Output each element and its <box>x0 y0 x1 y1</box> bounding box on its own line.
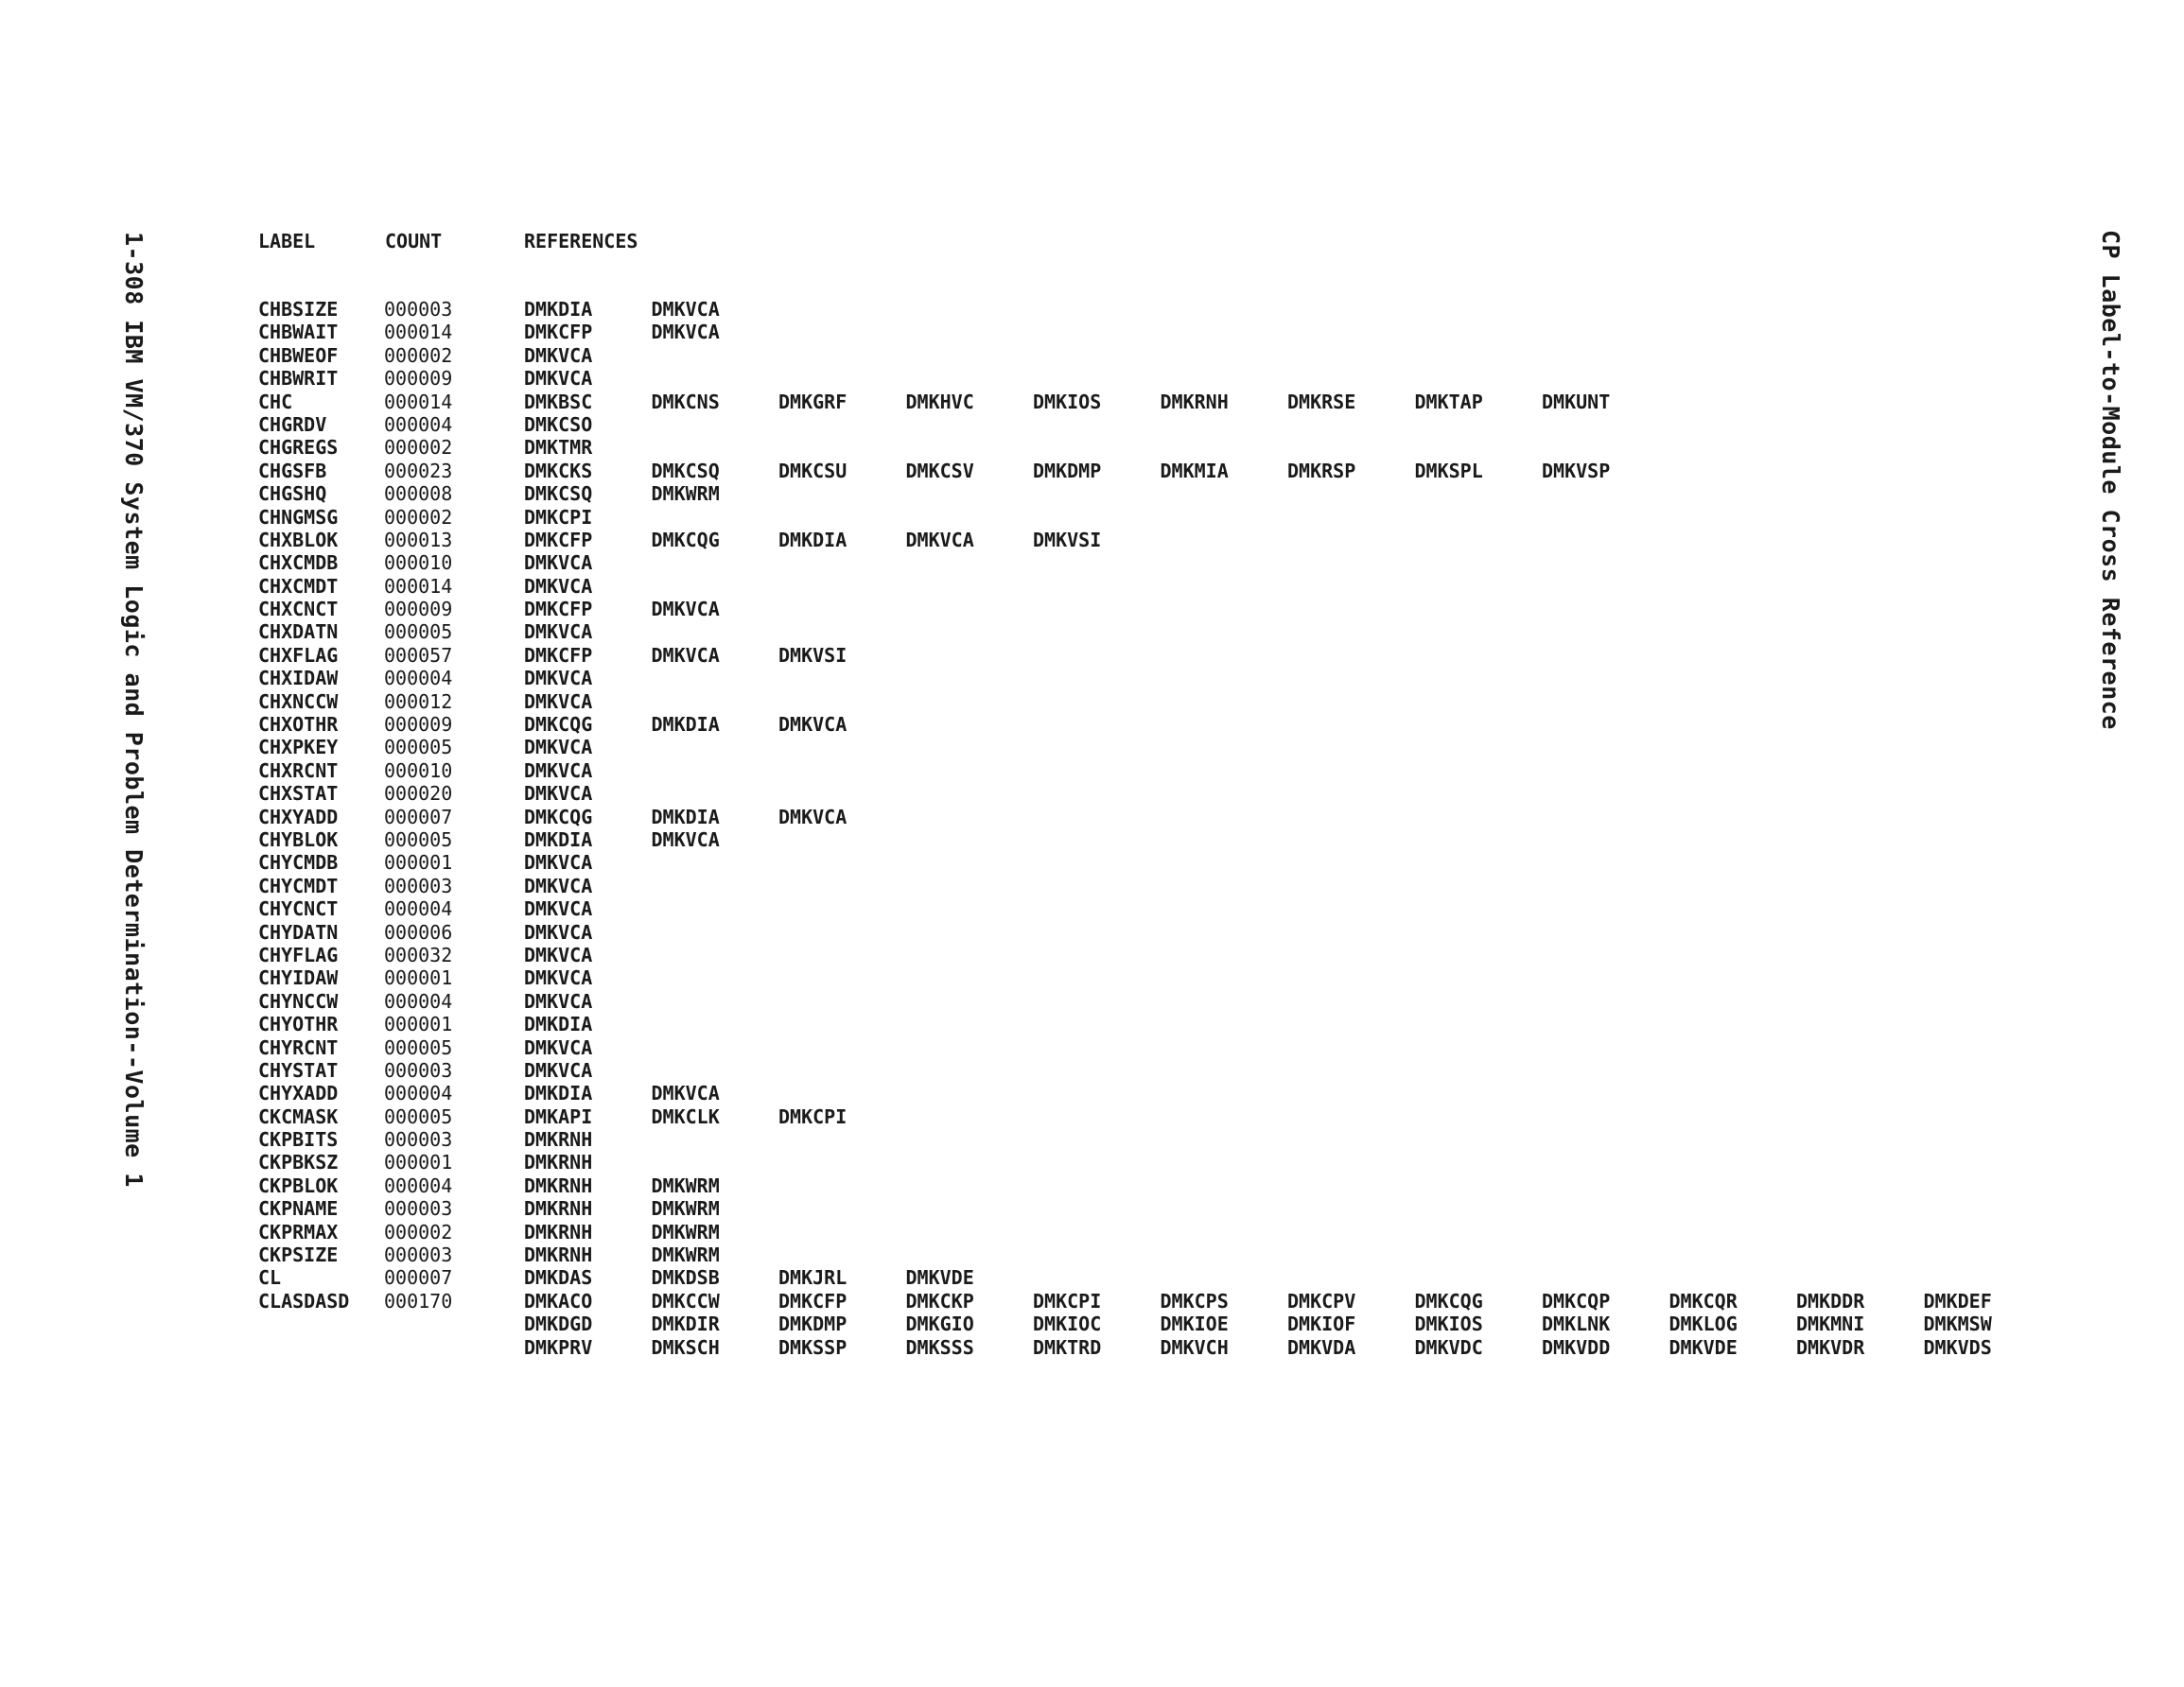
module-reference: DMKVCA <box>524 689 593 713</box>
module-reference: DMKGIO <box>905 1313 974 1336</box>
row-count: 000009 <box>384 367 453 391</box>
module-reference: DMKWRM <box>651 482 720 506</box>
row-count: 000008 <box>384 482 453 506</box>
module-reference: DMKRNH <box>1160 390 1229 413</box>
module-reference: DMKWRM <box>651 1197 720 1221</box>
row-label: CHXDATN <box>258 620 339 644</box>
row-label: CHXOTHR <box>258 713 339 737</box>
module-reference: DMKMNI <box>1796 1313 1865 1336</box>
row-label: CHNGMSG <box>258 505 339 529</box>
row-count: 000009 <box>384 598 453 621</box>
module-reference: DMKWRM <box>651 1220 720 1244</box>
module-reference: DMKDMP <box>778 1313 847 1336</box>
module-reference: DMKCQG <box>651 528 720 551</box>
module-reference: DMKVCA <box>524 574 593 598</box>
row-label: CHBWRIT <box>258 367 339 391</box>
module-reference: DMKTAP <box>1414 390 1483 413</box>
module-reference: DMKCLK <box>651 1104 720 1128</box>
module-reference: DMKDSB <box>651 1266 720 1290</box>
module-reference: DMKVCA <box>524 758 593 782</box>
row-count: 000002 <box>384 1220 453 1244</box>
module-reference: DMKVCA <box>524 551 593 575</box>
module-reference: DMKAPI <box>524 1104 593 1128</box>
row-label: CKPSIZE <box>258 1244 339 1267</box>
module-reference: DMKVCA <box>524 1058 593 1082</box>
row-label: CHXPKEY <box>258 736 339 759</box>
module-reference: DMKWRM <box>651 1174 720 1197</box>
row-label: CHYIDAW <box>258 966 339 990</box>
row-count: 000005 <box>384 827 453 851</box>
row-label: CHBWEOF <box>258 343 339 367</box>
module-reference: DMKBSC <box>524 390 593 413</box>
row-count: 000002 <box>384 343 453 367</box>
module-reference: DMKCSO <box>524 412 593 436</box>
row-count: 000003 <box>384 1128 453 1152</box>
module-reference: DMKACO <box>524 1289 593 1313</box>
row-label: CHXBLOK <box>258 528 339 551</box>
module-reference: DMKVCA <box>524 736 593 759</box>
module-reference: DMKIOE <box>1160 1313 1229 1336</box>
module-reference: DMKVDE <box>905 1266 974 1290</box>
row-label: CKPRMAX <box>258 1220 339 1244</box>
module-reference: DMKVCA <box>905 528 974 551</box>
module-reference: DMKCFP <box>524 528 593 551</box>
row-count: 000032 <box>384 943 453 966</box>
module-reference: DMKDIA <box>524 827 593 851</box>
row-count: 000003 <box>384 1244 453 1267</box>
module-reference: DMKCFP <box>524 321 593 344</box>
row-label: CHC <box>258 390 293 413</box>
row-label: CHGREGS <box>258 436 339 460</box>
module-reference: DMKCPV <box>1287 1289 1356 1313</box>
module-reference: DMKVCA <box>651 1082 720 1105</box>
module-reference: DMKIOS <box>1414 1313 1483 1336</box>
module-reference: DMKHVC <box>905 390 974 413</box>
row-label: CHYDATN <box>258 920 339 944</box>
module-reference: DMKDAS <box>524 1266 593 1290</box>
row-count: 000014 <box>384 574 453 598</box>
row-count: 000057 <box>384 643 453 667</box>
module-reference: DMKDIA <box>524 1082 593 1105</box>
module-reference: DMKDMP <box>1033 459 1102 482</box>
module-reference: DMKRNH <box>524 1197 593 1221</box>
row-count: 000001 <box>384 1013 453 1036</box>
row-label: CHXSTAT <box>258 782 339 806</box>
module-reference: DMKVCA <box>524 620 593 644</box>
module-reference: DMKRSE <box>1287 390 1356 413</box>
row-count: 000020 <box>384 782 453 806</box>
module-reference: DMKDIA <box>778 528 847 551</box>
module-reference: DMKCQG <box>524 805 593 828</box>
row-count: 000010 <box>384 758 453 782</box>
module-reference: DMKVCA <box>524 897 593 921</box>
row-count: 000003 <box>384 298 453 321</box>
module-reference: DMKVDD <box>1542 1335 1611 1359</box>
module-reference: DMKVDR <box>1796 1335 1865 1359</box>
module-reference: DMKCKP <box>905 1289 974 1313</box>
module-reference: DMKCFP <box>524 643 593 667</box>
row-label: CHXRCNT <box>258 758 339 782</box>
module-reference: DMKCSV <box>905 459 974 482</box>
row-count: 000003 <box>384 874 453 897</box>
module-reference: DMKCCW <box>651 1289 720 1313</box>
module-reference: DMKDEF <box>1923 1289 1992 1313</box>
module-reference: DMKSPL <box>1414 459 1483 482</box>
row-count: 000013 <box>384 528 453 551</box>
module-reference: DMKVCA <box>651 298 720 321</box>
module-reference: DMKVCA <box>524 920 593 944</box>
module-reference: DMKDIA <box>651 805 720 828</box>
row-count: 000014 <box>384 321 453 344</box>
row-count: 000007 <box>384 805 453 828</box>
row-count: 000023 <box>384 459 453 482</box>
module-reference: DMKRNH <box>524 1244 593 1267</box>
row-count: 000005 <box>384 620 453 644</box>
module-reference: DMKCSQ <box>524 482 593 506</box>
row-label: CKCMASK <box>258 1104 339 1128</box>
row-label: CHGRDV <box>258 412 327 436</box>
module-reference: DMKCPI <box>524 505 593 529</box>
row-label: CHYRCNT <box>258 1035 339 1059</box>
row-label: CKPBITS <box>258 1128 339 1152</box>
row-count: 000002 <box>384 505 453 529</box>
module-reference: DMKRNH <box>524 1220 593 1244</box>
module-reference: DMKVDS <box>1923 1335 1992 1359</box>
row-label: CHYCMDT <box>258 874 339 897</box>
row-count: 000004 <box>384 412 453 436</box>
row-label: CHYCNCT <box>258 897 339 921</box>
row-label: CHXCMDT <box>258 574 339 598</box>
page-number-and-book-title: 1-308 IBM VM/370 System Logic and Problem Determination--Volume 1 <box>120 232 148 1188</box>
row-count: 000002 <box>384 436 453 460</box>
row-label: CHGSHQ <box>258 482 327 506</box>
row-label: CHYXADD <box>258 1082 339 1105</box>
module-reference: DMKVCA <box>524 782 593 806</box>
module-reference: DMKDIR <box>651 1313 720 1336</box>
row-label: CHGSFB <box>258 459 327 482</box>
row-count: 000005 <box>384 1104 453 1128</box>
module-reference: DMKDGD <box>524 1313 593 1336</box>
module-reference: DMKMSW <box>1923 1313 1992 1336</box>
module-reference: DMKVCA <box>524 367 593 391</box>
row-count: 000005 <box>384 736 453 759</box>
module-reference: DMKVCA <box>778 713 847 737</box>
header-label: LABEL <box>258 230 316 252</box>
module-reference: DMKWRM <box>651 1244 720 1267</box>
module-reference: DMKVCA <box>524 943 593 966</box>
module-reference: DMKCQP <box>1542 1289 1611 1313</box>
module-reference: DMKVSI <box>778 643 847 667</box>
row-count: 000004 <box>384 989 453 1013</box>
module-reference: DMKTRD <box>1033 1335 1102 1359</box>
module-reference: DMKRNH <box>524 1151 593 1174</box>
module-reference: DMKCFP <box>778 1289 847 1313</box>
header-references: REFERENCES <box>524 230 638 252</box>
module-reference: DMKMIA <box>1160 459 1229 482</box>
row-label: CHXNCCW <box>258 689 339 713</box>
module-reference: DMKGRF <box>778 390 847 413</box>
row-count: 000006 <box>384 920 453 944</box>
module-reference: DMKJRL <box>778 1266 847 1290</box>
module-reference: DMKVDA <box>1287 1335 1356 1359</box>
row-label: CHXCNCT <box>258 598 339 621</box>
row-label: CHYFLAG <box>258 943 339 966</box>
row-count: 000170 <box>384 1289 453 1313</box>
module-reference: DMKDDR <box>1796 1289 1865 1313</box>
module-reference: DMKDIA <box>651 713 720 737</box>
row-count: 000001 <box>384 966 453 990</box>
module-reference: DMKCSU <box>778 459 847 482</box>
module-reference: DMKVDE <box>1669 1335 1738 1359</box>
row-count: 000004 <box>384 1082 453 1105</box>
row-count: 000009 <box>384 713 453 737</box>
row-label: CHYNCCW <box>258 989 339 1013</box>
module-reference: DMKVCA <box>778 805 847 828</box>
row-count: 000004 <box>384 897 453 921</box>
module-reference: DMKCSQ <box>651 459 720 482</box>
module-reference: DMKVCA <box>524 966 593 990</box>
module-reference: DMKRNH <box>524 1174 593 1197</box>
module-reference: DMKVCA <box>651 827 720 851</box>
module-reference: DMKVCA <box>651 321 720 344</box>
module-reference: DMKUNT <box>1542 390 1611 413</box>
row-count: 000003 <box>384 1058 453 1082</box>
module-reference: DMKCNS <box>651 390 720 413</box>
module-reference: DMKSSP <box>778 1335 847 1359</box>
module-reference: DMKVCA <box>524 1035 593 1059</box>
module-reference: DMKDIA <box>524 1013 593 1036</box>
row-label: CL <box>258 1266 282 1290</box>
section-title: CP Label-to-Module Cross Reference <box>2097 230 2124 730</box>
module-reference: DMKIOC <box>1033 1313 1102 1336</box>
module-reference: DMKVCA <box>651 643 720 667</box>
module-reference: DMKLOG <box>1669 1313 1738 1336</box>
row-count: 000007 <box>384 1266 453 1290</box>
module-reference: DMKSCH <box>651 1335 720 1359</box>
module-reference: DMKCPS <box>1160 1289 1229 1313</box>
module-reference: DMKLNK <box>1542 1313 1611 1336</box>
module-reference: DMKVCA <box>524 874 593 897</box>
row-label: CKPNAME <box>258 1197 339 1221</box>
row-count: 000001 <box>384 1151 453 1174</box>
row-label: CKPBKSZ <box>258 1151 339 1174</box>
row-count: 000003 <box>384 1197 453 1221</box>
row-label: CHYCMDB <box>258 851 339 875</box>
row-label: CHYOTHR <box>258 1013 339 1036</box>
row-count: 000014 <box>384 390 453 413</box>
row-label: CHXCMDB <box>258 551 339 575</box>
module-reference: DMKCKS <box>524 459 593 482</box>
module-reference: DMKDIA <box>524 298 593 321</box>
module-reference: DMKCQG <box>1414 1289 1483 1313</box>
row-count: 000005 <box>384 1035 453 1059</box>
module-reference: DMKVDC <box>1414 1335 1483 1359</box>
header-count: COUNT <box>385 230 443 252</box>
module-reference: DMKVCA <box>524 667 593 690</box>
module-reference: DMKVCA <box>524 343 593 367</box>
row-count: 000001 <box>384 851 453 875</box>
module-reference: DMKCPI <box>778 1104 847 1128</box>
module-reference: DMKCPI <box>1033 1289 1102 1313</box>
module-reference: DMKCFP <box>524 598 593 621</box>
row-label: CLASDASD <box>258 1289 350 1313</box>
row-label: CHBWAIT <box>258 321 339 344</box>
module-reference: DMKVSP <box>1542 459 1611 482</box>
row-count: 000004 <box>384 1174 453 1197</box>
module-reference: DMKCQG <box>524 713 593 737</box>
module-reference: DMKRSP <box>1287 459 1356 482</box>
module-reference: DMKIOF <box>1287 1313 1356 1336</box>
row-count: 000012 <box>384 689 453 713</box>
module-reference: DMKVCA <box>651 598 720 621</box>
row-label: CHXYADD <box>258 805 339 828</box>
module-reference: DMKCQR <box>1669 1289 1738 1313</box>
row-label: CHXIDAW <box>258 667 339 690</box>
module-reference: DMKPRV <box>524 1335 593 1359</box>
module-reference: DMKRNH <box>524 1128 593 1152</box>
module-reference: DMKVSI <box>1033 528 1102 551</box>
row-label: CHYBLOK <box>258 827 339 851</box>
row-count: 000004 <box>384 667 453 690</box>
module-reference: DMKSSS <box>905 1335 974 1359</box>
module-reference: DMKTMR <box>524 436 593 460</box>
module-reference: DMKVCA <box>524 851 593 875</box>
module-reference: DMKVCH <box>1160 1335 1229 1359</box>
module-reference: DMKIOS <box>1033 390 1102 413</box>
row-label: CHXFLAG <box>258 643 339 667</box>
row-label: CHBSIZE <box>258 298 339 321</box>
row-label: CHYSTAT <box>258 1058 339 1082</box>
row-count: 000010 <box>384 551 453 575</box>
row-label: CKPBLOK <box>258 1174 339 1197</box>
module-reference: DMKVCA <box>524 989 593 1013</box>
